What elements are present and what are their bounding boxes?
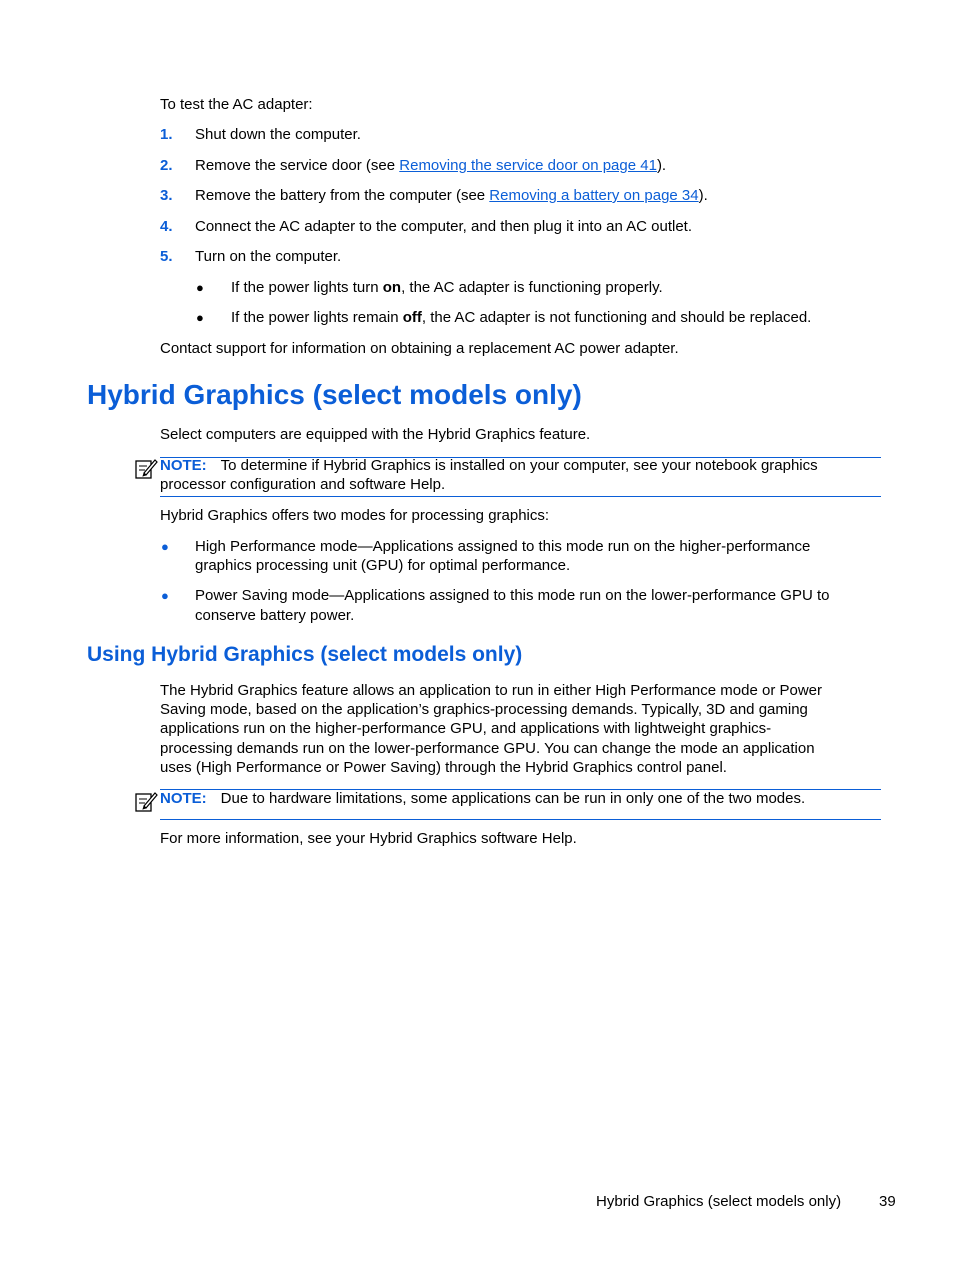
bullet-line: High Performance mode—Applications assigned to this mode run on the higher-performance: [195, 538, 811, 555]
section-heading: Hybrid Graphics (select models only): [87, 379, 582, 410]
bullet-dot-icon: ●: [161, 539, 169, 554]
modes-intro: Hybrid Graphics offers two modes for processing graphics:: [160, 507, 550, 524]
note-pencil-icon: [134, 789, 158, 813]
step-text: Turn on the computer.: [195, 248, 342, 265]
note-line: To determine if Hybrid Graphics is installed on your computer, see your notebook graphics: [220, 457, 818, 474]
sub-bullet-bold: on: [382, 279, 402, 296]
bullet-line: graphics processing unit (GPU) for optimal performance.: [195, 557, 571, 574]
contact-text: Contact support for information on obtaining a replacement AC power adapter.: [160, 340, 679, 357]
note-text: [160, 456, 818, 475]
more-info-text: For more information, see your Hybrid Graphics software Help.: [160, 830, 577, 847]
step-number: 3.: [160, 187, 173, 204]
page-number: 39: [879, 1193, 896, 1210]
sub-bullet-post: , the AC adapter is not functioning and should be replaced.: [421, 309, 812, 326]
paragraph-line: applications run on the higher-performance GPU, and applications with lightweight graphics-: [160, 720, 772, 737]
paragraph-line: processing demands run on the lower-performance GPU. You can change the mode an application: [160, 740, 815, 757]
bullet-line: Power Saving mode—Applications assigned to this mode run on the lower-performance GPU to: [195, 587, 830, 604]
note-bottom-rule: [160, 819, 881, 820]
battery-link[interactable]: Removing a battery on page 34: [489, 187, 699, 204]
sub-bullet-pre: If the power lights remain: [231, 309, 403, 326]
sub-bullet-pre: If the power lights turn: [231, 279, 383, 296]
paragraph-line: The Hybrid Graphics feature allows an application to run in either High Performance mode or Power: [160, 682, 822, 699]
service-door-link[interactable]: Removing the service door on page 41: [399, 157, 657, 174]
note-line: Due to hardware limitations, some applications can be run in only one of the two modes.: [220, 790, 806, 807]
step-number: 4.: [160, 218, 173, 235]
bullet-dot-icon: ●: [161, 588, 169, 603]
sub-bullet-bold: off: [402, 309, 422, 326]
note-label: NOTE:: [160, 790, 207, 807]
step-text: [195, 156, 666, 175]
step-text-pre: Remove the battery from the computer (see: [195, 187, 490, 204]
paragraph-line: uses (High Performance or Power Saving) through the Hybrid Graphics control panel.: [160, 759, 727, 776]
step-text-post: ).: [656, 157, 667, 174]
step-text: Connect the AC adapter to the computer, and then plug it into an AC outlet.: [195, 218, 692, 235]
step-number: 2.: [160, 157, 173, 174]
subsection-heading: Using Hybrid Graphics (select models only): [87, 643, 523, 666]
sub-bullet-post: , the AC adapter is functioning properly.: [401, 279, 663, 296]
step-text: [195, 186, 708, 205]
paragraph-line: Saving mode, based on the application’s graphics-processing demands. Typically, 3D and gaming: [160, 701, 808, 718]
note-label: NOTE:: [160, 457, 207, 474]
sub-bullet-text: [231, 278, 663, 297]
step-text-post: ).: [698, 187, 708, 204]
bullet-dot-icon: ●: [196, 280, 204, 295]
note-text: [160, 789, 805, 808]
step-number: 1.: [160, 126, 173, 143]
sub-bullet-text: [231, 308, 811, 327]
footer-title: Hybrid Graphics (select models only): [596, 1193, 842, 1210]
step-text-pre: Remove the service door (see: [195, 157, 400, 174]
note-pencil-icon: [134, 456, 158, 480]
step-number: 5.: [160, 248, 173, 265]
intro-text: To test the AC adapter:: [160, 96, 313, 113]
step-text: Shut down the computer.: [195, 126, 361, 143]
section-intro: Select computers are equipped with the Hybrid Graphics feature.: [160, 426, 591, 443]
note-bottom-rule: [160, 496, 881, 497]
bullet-dot-icon: ●: [196, 310, 204, 325]
bullet-line: conserve battery power.: [195, 607, 355, 624]
note-line: processor configuration and software Help.: [160, 476, 446, 493]
